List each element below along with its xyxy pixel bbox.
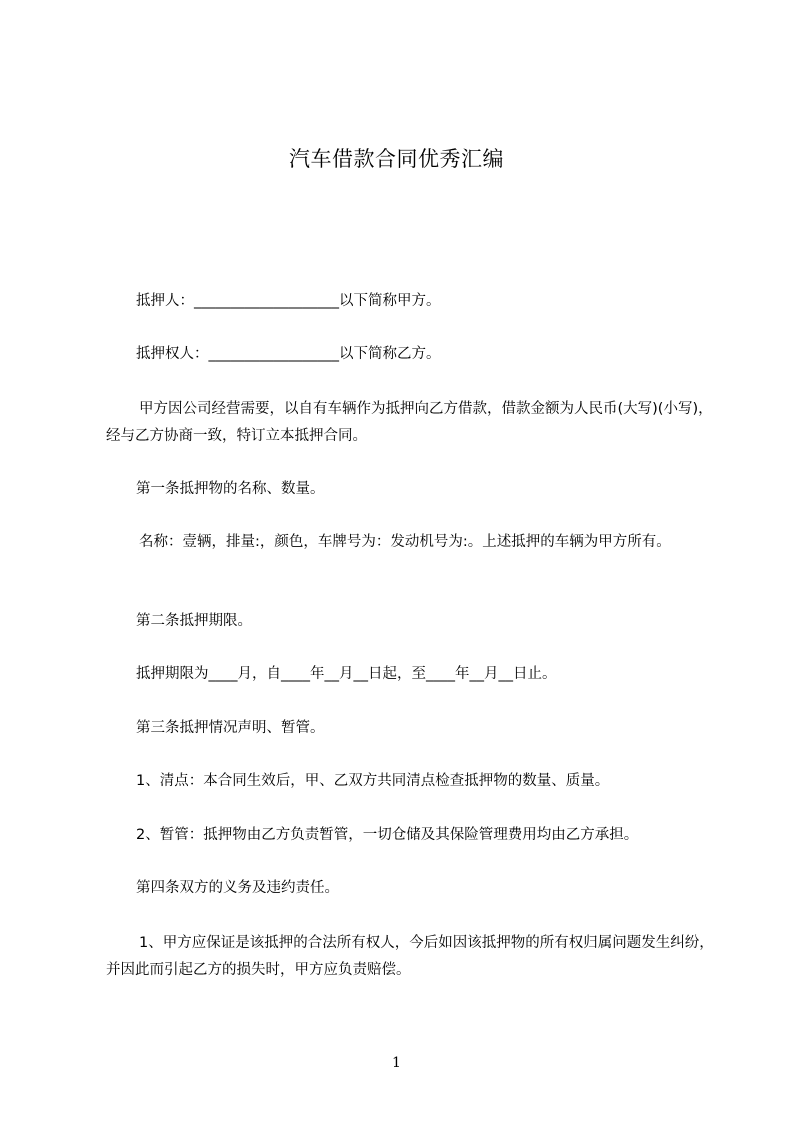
article-4-heading: 第四条双方的义务及违约责任。 xyxy=(136,880,339,896)
paragraph-mortgagor: 抵押人：____________________以下简称甲方。 xyxy=(136,293,441,309)
document-title: 汽车借款合同优秀汇编 xyxy=(289,147,504,171)
paragraph-party-a-obligation: 1、甲方应保证是该抵押的合法所有权人，今后如因该抵押物的所有权归属问题发生纠纷，并因此而引起乙方的损失时，甲方应负责赔偿。 xyxy=(106,935,714,978)
paragraph-collateral-name: 名称：壹辆，排量:，颜色，车牌号为：发动机号为:。上述抵押的车辆为甲方所有。 xyxy=(139,534,671,550)
paragraph-custody: 2、暂管：抵押物由乙方负责暂管，一切仓储及其保险管理费用均由乙方承担。 xyxy=(136,827,639,843)
paragraph-intro: 甲方因公司经营需要，以自有车辆作为抵押向乙方借款，借款金额为人民币(大写)(小写)，经与乙方协商一致，特订立本抵押合同。 xyxy=(106,401,713,444)
article-1-heading: 第一条抵押物的名称、数量。 xyxy=(136,481,325,497)
paragraph-inventory: 1、清点：本合同生效后，甲、乙双方共同清点检查抵押物的数量、质量。 xyxy=(136,773,610,789)
page-number: 1 xyxy=(392,1055,401,1071)
article-2-heading: 第二条抵押期限。 xyxy=(136,613,252,629)
article-3-heading: 第三条抵押情况声明、暂管。 xyxy=(136,720,325,736)
paragraph-mortgage-term: 抵押期限为____月，自____年__月__日起，至____年__月__日止。 xyxy=(136,666,557,682)
paragraph-mortgagee: 抵押权人：__________________以下简称乙方。 xyxy=(136,346,441,362)
